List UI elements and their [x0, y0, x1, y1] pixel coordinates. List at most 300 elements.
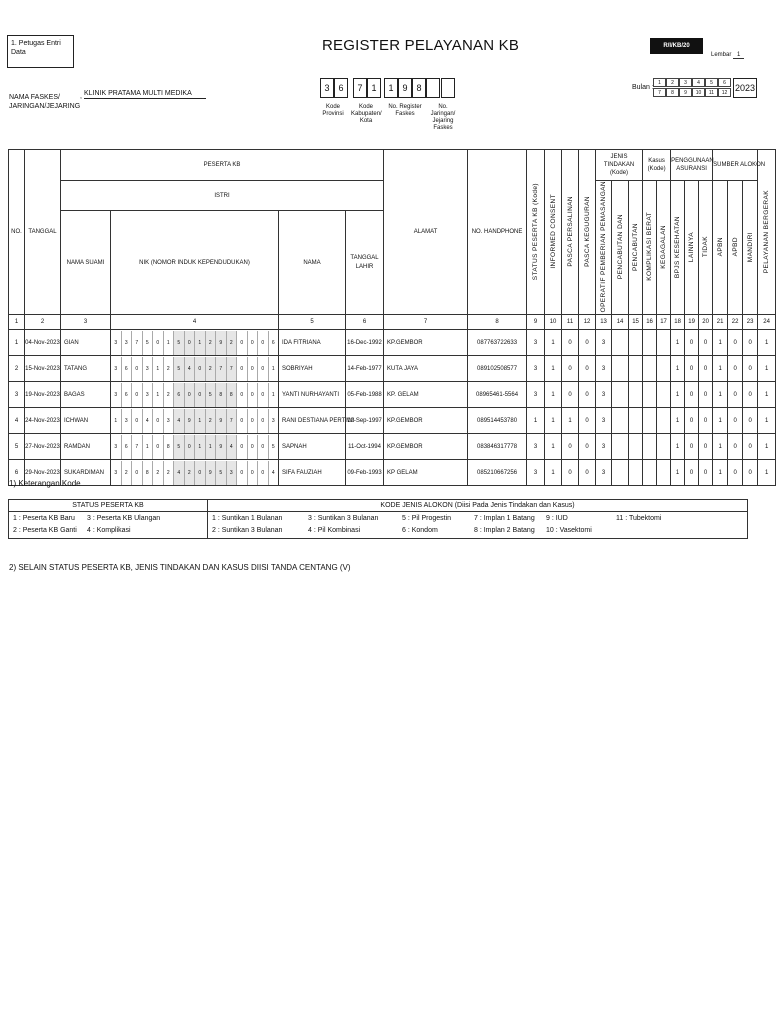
cell-col-16[interactable]: [643, 330, 657, 356]
cell-col-12[interactable]: 0: [579, 434, 596, 460]
nik-digit: 3: [122, 331, 133, 355]
cell-alamat[interactable]: KUTA JAYA: [384, 356, 468, 382]
nik-digit: 3: [143, 383, 154, 407]
cell-col-13[interactable]: 3: [596, 434, 612, 460]
cell-tanggal[interactable]: 04-Nov-2023: [25, 330, 61, 356]
nik-digit: 3: [271, 417, 275, 424]
cell-nik[interactable]: [111, 460, 279, 486]
cell-col-16[interactable]: [643, 382, 657, 408]
nik-digit: 0: [248, 461, 259, 485]
cell-tanggal[interactable]: 15-Nov-2023: [25, 356, 61, 382]
nik-digit: 3: [111, 357, 122, 381]
keterangan-table: [8, 499, 748, 539]
kode-provinsi-label: Kode Provinsi: [322, 104, 344, 117]
no-register-digit[interactable]: 9: [398, 78, 412, 98]
form-code-badge: R/I/KB/20: [650, 38, 703, 54]
no-register-label: No. Register Faskes: [388, 104, 422, 117]
no-register-digit[interactable]: [426, 78, 440, 98]
cell-tanggal-lahir[interactable]: 11-Oct-1994: [346, 434, 384, 460]
nik-digit: 5: [271, 443, 275, 450]
nik-digit: 1: [271, 391, 275, 398]
nik-digit: 3: [227, 461, 238, 485]
nik-digit: 0: [248, 331, 259, 355]
cell-nama[interactable]: SIFA FAUZIAH: [279, 460, 346, 486]
cell-col-19[interactable]: 0: [685, 408, 699, 434]
cell-col-21[interactable]: 1: [713, 356, 728, 382]
column-number: 4: [111, 315, 279, 330]
cell-col-16[interactable]: [643, 434, 657, 460]
grp-kasus: Kasus (Kode): [643, 150, 671, 181]
cell-col-15[interactable]: [629, 460, 643, 486]
cell-tanggal-lahir[interactable]: 16-Dec-1992: [346, 330, 384, 356]
cell-col-20[interactable]: 0: [699, 408, 713, 434]
cell-tanggal[interactable]: 29-Nov-2023: [25, 460, 61, 486]
cell-nik[interactable]: [111, 330, 279, 356]
cell-alamat[interactable]: KP.GEMBOR: [384, 434, 468, 460]
cell-col-17[interactable]: [657, 330, 671, 356]
cell-no[interactable]: 1: [9, 330, 25, 356]
nik-digit: 0: [258, 383, 269, 407]
cell-col-13[interactable]: 3: [596, 460, 612, 486]
nik-digit: 4: [227, 435, 238, 459]
nik-digit: 0: [258, 409, 269, 433]
cell-col-15[interactable]: [629, 434, 643, 460]
cell-col-16[interactable]: [643, 356, 657, 382]
cell-tanggal-lahir[interactable]: 14-Feb-1977: [346, 356, 384, 382]
cell-col-14[interactable]: [612, 382, 629, 408]
nik-digit: 0: [248, 435, 259, 459]
cell-col-20[interactable]: 0: [699, 356, 713, 382]
cell-col-9[interactable]: 3: [527, 382, 545, 408]
kode-kabupaten-digit[interactable]: 1: [367, 78, 381, 98]
cell-col-20[interactable]: 0: [699, 434, 713, 460]
cell-handphone[interactable]: 089514453780: [468, 408, 527, 434]
nik-digit: 2: [164, 383, 175, 407]
cell-nik[interactable]: [111, 356, 279, 382]
column-number: 7: [384, 315, 468, 330]
table-row: [9, 356, 776, 382]
nik-digit: 0: [237, 435, 248, 459]
register-table: [8, 149, 776, 486]
col-tanggal-lahir: TANGGAL LAHIR: [346, 211, 384, 315]
bulan-cell[interactable]: 4: [692, 78, 705, 87]
nik-digit: 2: [164, 461, 175, 485]
nik-digit: 0: [237, 461, 248, 485]
alokon-item: 1 : Suntikan 1 Bulanan: [212, 515, 283, 522]
cell-col-17[interactable]: [657, 382, 671, 408]
cell-nama[interactable]: RANI DESTIANA PERTIWI: [279, 408, 346, 434]
nik-digit: 1: [111, 409, 122, 433]
note-centang: 2) SELAIN STATUS PESERTA KB, JENIS TINDAKAN DAN KASUS DIISI TANDA CENTANG (V): [9, 563, 351, 572]
cell-col-10[interactable]: 1: [545, 382, 562, 408]
cell-col-22[interactable]: 0: [728, 356, 743, 382]
cell-col-18[interactable]: 1: [671, 356, 685, 382]
cell-col-18[interactable]: 1: [671, 460, 685, 486]
nik-digit: 2: [153, 461, 164, 485]
nik-digit: 2: [206, 357, 217, 381]
column-number: 3: [61, 315, 111, 330]
cell-alamat[interactable]: KP.GEMBOR: [384, 330, 468, 356]
bulan-cell[interactable]: 1: [653, 78, 666, 87]
nik-digit: 4: [174, 409, 185, 433]
cell-no[interactable]: 6: [9, 460, 25, 486]
column-number: 16: [643, 315, 657, 330]
column-number: 18: [671, 315, 685, 330]
cell-col-15[interactable]: [629, 330, 643, 356]
cell-col-10[interactable]: 1: [545, 460, 562, 486]
year-box[interactable]: 2023: [733, 78, 757, 98]
cell-nik[interactable]: [111, 408, 279, 434]
nik-digit: 0: [195, 461, 206, 485]
cell-tanggal[interactable]: 19-Nov-2023: [25, 382, 61, 408]
cell-col-24[interactable]: 1: [758, 460, 776, 486]
nik-digit: 1: [271, 365, 275, 372]
cell-col-19[interactable]: 0: [685, 330, 699, 356]
nik-digit: 7: [227, 409, 238, 433]
bulan-cell[interactable]: 6: [718, 78, 731, 87]
cell-col-17[interactable]: [657, 460, 671, 486]
cell-tanggal-lahir[interactable]: 12-Sep-1997: [346, 408, 384, 434]
col-pencabutan: PENCABUTAN: [632, 222, 640, 271]
cell-handphone[interactable]: 089102508577: [468, 356, 527, 382]
col-mandiri: MANDIRI: [746, 231, 754, 262]
cell-nik[interactable]: [111, 434, 279, 460]
cell-alamat[interactable]: KP GELAM: [384, 460, 468, 486]
column-number: 1: [9, 315, 25, 330]
cell-handphone[interactable]: 08965461-5564: [468, 382, 527, 408]
cell-col-19[interactable]: 0: [685, 460, 699, 486]
cell-tanggal[interactable]: 24-Nov-2023: [25, 408, 61, 434]
nik-digit: 0: [185, 435, 196, 459]
cell-nama[interactable]: SAPNAH: [279, 434, 346, 460]
cell-nama[interactable]: YANTI NURHAYANTI: [279, 382, 346, 408]
nik-digit: 0: [237, 331, 248, 355]
cell-nama-suami[interactable]: TATANG: [61, 356, 111, 382]
cell-col-20[interactable]: 0: [699, 330, 713, 356]
cell-nama-suami[interactable]: RAMDAN: [61, 434, 111, 460]
nik-digit: 3: [111, 435, 122, 459]
cell-col-23[interactable]: 0: [743, 460, 758, 486]
nik-digit: 1: [153, 383, 164, 407]
cell-col-12[interactable]: 0: [579, 382, 596, 408]
cell-col-11[interactable]: 0: [562, 356, 579, 382]
cell-nama-suami[interactable]: BAGAS: [61, 382, 111, 408]
no-jaringan-digit[interactable]: [441, 78, 455, 98]
cell-col-19[interactable]: 0: [685, 382, 699, 408]
nik-digit: 6: [122, 383, 133, 407]
cell-col-23[interactable]: 0: [743, 356, 758, 382]
cell-col-15[interactable]: [629, 408, 643, 434]
cell-col-22[interactable]: 0: [728, 434, 743, 460]
cell-col-19[interactable]: 0: [685, 356, 699, 382]
column-number: 20: [699, 315, 713, 330]
cell-col-21[interactable]: 1: [713, 330, 728, 356]
nik-digit: 2: [206, 331, 217, 355]
nik-digit: 8: [164, 435, 175, 459]
nik-digit: 4: [174, 461, 185, 485]
no-register-digit[interactable]: 1: [384, 78, 398, 98]
bulan-cell[interactable]: 2: [666, 78, 679, 87]
col-nama: NAMA: [279, 211, 346, 315]
nik-digit: 0: [185, 331, 196, 355]
cell-col-22[interactable]: 0: [728, 408, 743, 434]
cell-col-20[interactable]: 0: [699, 460, 713, 486]
col-komplikasi: KOMPLIKASI BERAT: [646, 212, 654, 282]
nik-digit: 1: [143, 435, 154, 459]
nik-digit: 0: [132, 461, 143, 485]
kode-kabupaten-digit[interactable]: 7: [353, 78, 367, 98]
alokon-item: 5 : Pil Progestin: [402, 515, 452, 522]
cell-col-18[interactable]: 1: [671, 382, 685, 408]
cell-col-21[interactable]: 1: [713, 408, 728, 434]
lembar-value[interactable]: 1: [733, 52, 744, 59]
nik-digit: 1: [195, 331, 206, 355]
cell-col-14[interactable]: [612, 330, 629, 356]
column-number: 2: [25, 315, 61, 330]
nik-digit: 0: [258, 331, 269, 355]
cell-col-14[interactable]: [612, 460, 629, 486]
cell-alamat[interactable]: KP.GEMBOR: [384, 408, 468, 434]
cell-col-16[interactable]: [643, 408, 657, 434]
nik-digit: 0: [248, 409, 259, 433]
cell-col-17[interactable]: [657, 356, 671, 382]
kode-provinsi-digit[interactable]: 6: [334, 78, 348, 98]
bulan-cell[interactable]: 3: [679, 78, 692, 87]
cell-col-10[interactable]: 1: [545, 434, 562, 460]
cell-tanggal[interactable]: 27-Nov-2023: [25, 434, 61, 460]
column-number: 9: [527, 315, 545, 330]
status-peserta-title: STATUS PESERTA KB: [9, 500, 208, 512]
nik-digit: 2: [164, 357, 175, 381]
column-number: 12: [579, 315, 596, 330]
alokon-item: 3 : Suntikan 3 Bulanan: [308, 515, 379, 522]
cell-col-17[interactable]: [657, 434, 671, 460]
cell-col-21[interactable]: 1: [713, 434, 728, 460]
cell-handphone[interactable]: 085210667256: [468, 460, 527, 486]
cell-col-18[interactable]: 1: [671, 434, 685, 460]
col-handphone: NO. HANDPHONE: [468, 150, 527, 315]
cell-handphone[interactable]: 083846317778: [468, 434, 527, 460]
nik-digit: 0: [195, 357, 206, 381]
nik-digit: 7: [216, 357, 227, 381]
bulan-cell[interactable]: 12: [718, 88, 731, 97]
alokon-title: KODE JENIS ALOKON (Diisi Pada Jenis Tindakan dan Kasus): [208, 500, 748, 512]
nik-digit: 2: [227, 331, 238, 355]
col-pasca-keguguran: PASCA KEGUGURAN: [583, 195, 591, 267]
col-tidak: TIDAK: [702, 236, 710, 258]
cell-col-11[interactable]: 0: [562, 382, 579, 408]
col-informed-consent: INFORMED CONSENT: [549, 193, 557, 269]
cell-alamat[interactable]: KP. GELAM: [384, 382, 468, 408]
cell-col-24[interactable]: 1: [758, 434, 776, 460]
column-number: 8: [468, 315, 527, 330]
nik-digit: 5: [174, 331, 185, 355]
lembar-label: Lembar 1: [711, 52, 744, 58]
cell-col-12[interactable]: 0: [579, 330, 596, 356]
cell-col-23[interactable]: 0: [743, 408, 758, 434]
cell-nik[interactable]: [111, 382, 279, 408]
alokon-item: 9 : IUD: [546, 515, 568, 522]
cell-col-13[interactable]: 3: [596, 356, 612, 382]
cell-col-23[interactable]: 0: [743, 382, 758, 408]
bulan-cell[interactable]: 10: [692, 88, 705, 97]
col-pasca-persalinan: PASCA PERSALINAN: [566, 195, 574, 267]
cell-col-17[interactable]: [657, 408, 671, 434]
cell-nama-suami[interactable]: SUKARDIMAN: [61, 460, 111, 486]
cell-col-16[interactable]: [643, 460, 657, 486]
alokon-item: 8 : Implan 2 Batang: [474, 527, 535, 534]
nik-digit: 5: [174, 435, 185, 459]
column-number: 11: [562, 315, 579, 330]
cell-col-22[interactable]: 0: [728, 330, 743, 356]
cell-col-14[interactable]: [612, 434, 629, 460]
kode-provinsi-digit[interactable]: 3: [320, 78, 334, 98]
cell-col-24[interactable]: 1: [758, 382, 776, 408]
cell-col-18[interactable]: 1: [671, 408, 685, 434]
cell-col-24[interactable]: 1: [758, 356, 776, 382]
cell-no[interactable]: 2: [9, 356, 25, 382]
cell-col-11[interactable]: 0: [562, 434, 579, 460]
col-peserta-kb: PESERTA KB: [61, 150, 384, 181]
cell-col-13[interactable]: 3: [596, 330, 612, 356]
col-lainnya: LAINNYA: [688, 231, 696, 262]
cell-col-10[interactable]: 1: [545, 408, 562, 434]
alokon-item: 11 : Tubektomi: [616, 515, 662, 522]
cell-col-14[interactable]: [612, 356, 629, 382]
petugas-label: 1. Petugas Entri Data: [11, 40, 61, 56]
cell-nama[interactable]: IDA FITRIANA: [279, 330, 346, 356]
nik-digit: 1: [206, 435, 217, 459]
cell-col-13[interactable]: 3: [596, 408, 612, 434]
nik-digit: 3: [143, 357, 154, 381]
nik-digit: 5: [143, 331, 154, 355]
cell-col-22[interactable]: 0: [728, 382, 743, 408]
nik-digit: 3: [164, 409, 175, 433]
nik-digit: 8: [227, 383, 238, 407]
nik-digit: 0: [132, 383, 143, 407]
cell-no[interactable]: 3: [9, 382, 25, 408]
cell-col-23[interactable]: 0: [743, 330, 758, 356]
cell-col-24[interactable]: 1: [758, 330, 776, 356]
cell-col-9[interactable]: 3: [527, 460, 545, 486]
cell-col-11[interactable]: 1: [562, 408, 579, 434]
nik-digit: 9: [185, 409, 196, 433]
cell-col-9[interactable]: 3: [527, 434, 545, 460]
cell-col-9[interactable]: 3: [527, 356, 545, 382]
cell-col-19[interactable]: 0: [685, 434, 699, 460]
col-status-peserta: STATUS PESERTA KB (Kode): [532, 182, 540, 280]
nik-digit: 0: [132, 357, 143, 381]
cell-col-18[interactable]: 1: [671, 330, 685, 356]
cell-nama[interactable]: SOBRIYAH: [279, 356, 346, 382]
cell-col-24[interactable]: 1: [758, 408, 776, 434]
nik-digit: 0: [195, 383, 206, 407]
nik-digit: 2: [206, 409, 217, 433]
cell-col-21[interactable]: 1: [713, 382, 728, 408]
cell-nama-suami[interactable]: GIAN: [61, 330, 111, 356]
table-row: [9, 330, 776, 356]
nik-digit: 6: [122, 435, 133, 459]
grp-sumber-alokon: SUMBER ALOKON: [713, 150, 758, 181]
nik-digit: 0: [248, 357, 259, 381]
cell-col-15[interactable]: [629, 382, 643, 408]
alokon-item: 2 : Suntikan 3 Bulanan: [212, 527, 283, 534]
cell-col-13[interactable]: 3: [596, 382, 612, 408]
nik-digit: 2: [185, 461, 196, 485]
nik-digit: 0: [185, 383, 196, 407]
cell-col-23[interactable]: 0: [743, 434, 758, 460]
nik-digit: 8: [143, 461, 154, 485]
bulan-cell[interactable]: 11: [705, 88, 718, 97]
alokon-item: 10 : Vasektomi: [546, 527, 592, 534]
table-row: [9, 408, 776, 434]
cell-tanggal-lahir[interactable]: 09-Feb-1993: [346, 460, 384, 486]
nik-digit: 0: [258, 435, 269, 459]
column-number: 15: [629, 315, 643, 330]
nik-digit: 7: [132, 331, 143, 355]
cell-handphone[interactable]: 087763722633: [468, 330, 527, 356]
cell-nama-suami[interactable]: ICHWAN: [61, 408, 111, 434]
cell-col-12[interactable]: 0: [579, 408, 596, 434]
cell-col-11[interactable]: 0: [562, 460, 579, 486]
cell-col-10[interactable]: 1: [545, 330, 562, 356]
col-alamat: ALAMAT: [384, 150, 468, 315]
nik-digit: 4: [271, 469, 275, 476]
bulan-cell[interactable]: 9: [679, 88, 692, 97]
bulan-cell[interactable]: 8: [666, 88, 679, 97]
cell-col-21[interactable]: 1: [713, 460, 728, 486]
cell-col-9[interactable]: 1: [527, 408, 545, 434]
nik-digit: 0: [237, 409, 248, 433]
nik-digit: 3: [122, 409, 133, 433]
cell-col-12[interactable]: 0: [579, 356, 596, 382]
no-register-digit[interactable]: 8: [412, 78, 426, 98]
nik-digit: 1: [164, 331, 175, 355]
col-tanggal: TANGGAL: [25, 150, 61, 315]
cell-tanggal-lahir[interactable]: 05-Feb-1988: [346, 382, 384, 408]
column-number: 5: [279, 315, 346, 330]
bulan-cell[interactable]: 7: [653, 88, 666, 97]
nik-digit: 6: [271, 339, 275, 346]
nik-digit: 0: [153, 331, 164, 355]
nik-digit: 7: [227, 357, 238, 381]
cell-col-20[interactable]: 0: [699, 382, 713, 408]
alokon-item: 6 : Kondom: [402, 527, 438, 534]
col-nama-suami: NAMA SUAMI: [61, 211, 111, 315]
bulan-label: Bulan :: [632, 84, 654, 91]
faskes-name[interactable]: KLINIK PRATAMA MULTI MEDIKA: [84, 90, 206, 99]
column-number: 21: [713, 315, 728, 330]
cell-col-12[interactable]: 0: [579, 460, 596, 486]
cell-no[interactable]: 4: [9, 408, 25, 434]
cell-col-9[interactable]: 3: [527, 330, 545, 356]
column-number: 22: [728, 315, 743, 330]
column-number: 13: [596, 315, 612, 330]
column-number: 10: [545, 315, 562, 330]
cell-col-15[interactable]: [629, 356, 643, 382]
cell-no[interactable]: 5: [9, 434, 25, 460]
cell-col-10[interactable]: 1: [545, 356, 562, 382]
nik-digit: 0: [132, 409, 143, 433]
nik-digit: 8: [216, 383, 227, 407]
cell-col-11[interactable]: 0: [562, 330, 579, 356]
cell-col-22[interactable]: 0: [728, 460, 743, 486]
table-row: [9, 382, 776, 408]
nik-digit: 6: [122, 357, 133, 381]
nik-digit: 0: [248, 383, 259, 407]
cell-col-14[interactable]: [612, 408, 629, 434]
bulan-cell[interactable]: 5: [705, 78, 718, 87]
